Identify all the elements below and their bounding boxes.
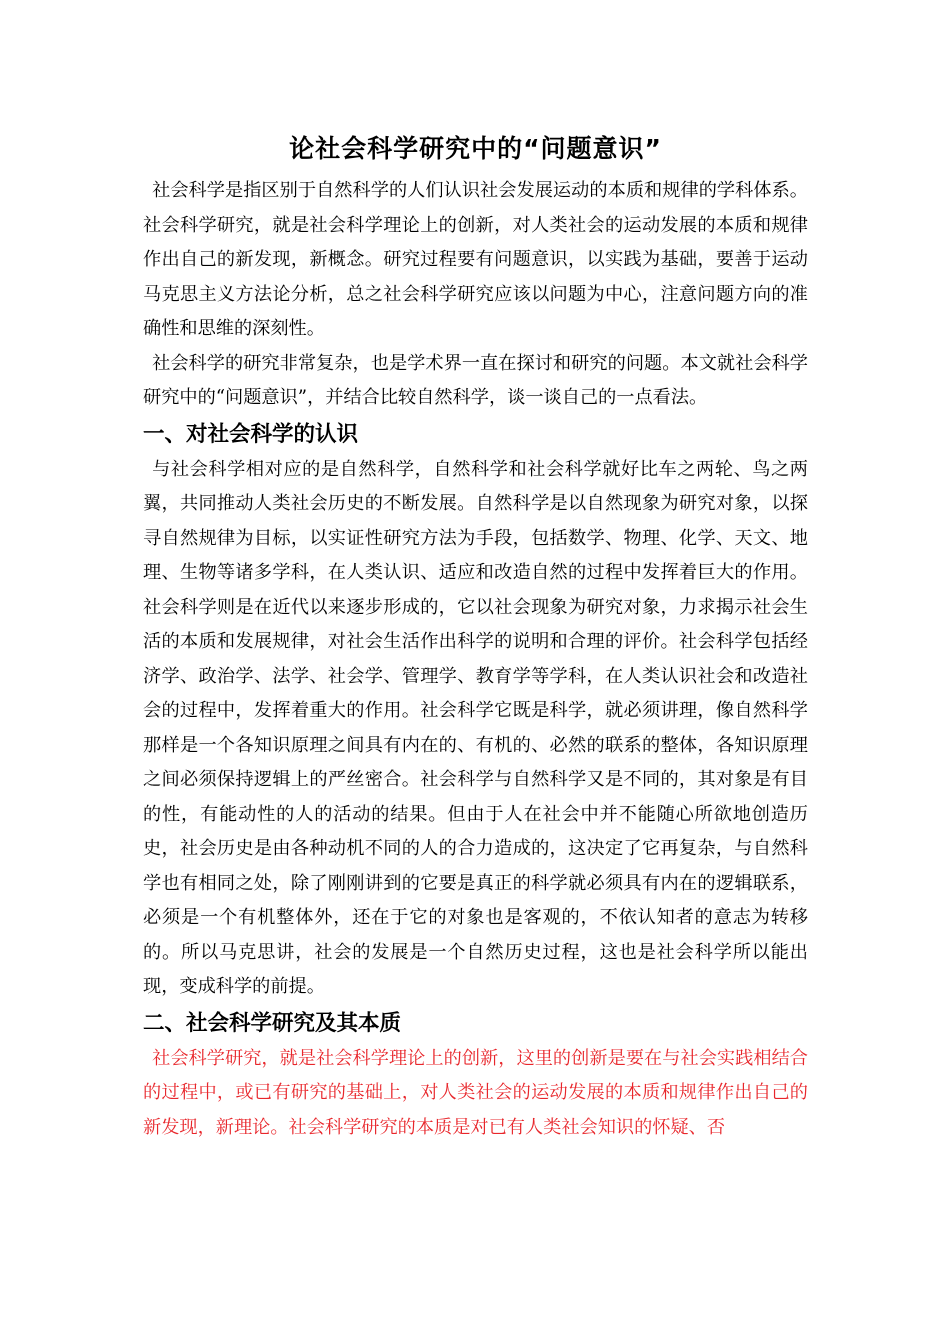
intro-paragraph-1: 社会科学是指区别于自然科学的人们认识社会发展运动的本质和规律的学科体系。社会科学研究，就是社会科学理论上的创新，对人类社会的运动发展的本质和规律作出自己的新发现，新概念。研究过程要有问题意识，以实践为基础，要善于运动马克思主义方法论分析，总之社会科学研究应该以问题为中心，注意问题方向的准确性和思维的深刻性。 bbox=[143, 180, 808, 339]
section-1-paragraph: 与社会科学相对应的是自然科学，自然科学和社会科学就好比车之两轮、鸟之两翼，共同推动人类社会历史的不断发展。自然科学是以自然现象为研究对象，以探寻自然规律为目标，以实证性研究方法为手段，包括数学、物理、化学、天文、地理、生物等诸多学科，在人类认识、适应和改造自然的过程中发挥着巨大的作用。社会科学则是在近代以来逐步形成的，它以社会现象为研究对象，力求揭示社会生活的本质和发展规律，对社会生活作出科学的说明和合理的评价。社会科学包括经济学、政治学、法学、社会学、管理学、教育学等学科，在人类认识社会和改造社会的过程中，发挥着重大的作用。社会科学它既是科学，就必须讲理，像自然科学那样是一个各知识原理之间具有内在的、有机的、必然的联系的整体，各知识原理之间必须保持逻辑上的严丝密合。社会科学与自然科学又是不同的，其对象是有目的性，有能动性的人的活动的结果。但由于人在社会中并不能随心所欲地创造历史，社会历史是由各种动机不同的人的合力造成的，这决定了它再复杂，与自然科学也有相同之处，除了刚刚讲到的它要是真正的科学就必须具有内在的逻辑联系，必须是一个有机整体外，还在于它的对象也是客观的，不依认知者的意志为转移的。所以马克思讲，社会的发展是一个自然历史过程，这也是社会科学所以能出现，变成科学的前提。 bbox=[143, 458, 808, 997]
document-title: 论社会科学研究中的“问题意识” bbox=[289, 134, 662, 163]
section-1-heading: 一、对社会科学的认识 bbox=[143, 421, 359, 447]
document-page bbox=[143, 128, 808, 1145]
section-2-heading: 二、社会科学研究及其本质 bbox=[143, 1010, 402, 1036]
intro-paragraph-2: 社会科学的研究非常复杂，也是学术界一直在探讨和研究的问题。本文就社会科学研究中的“问题意识”，并结合比较自然科学，谈一谈自己的一点看法。 bbox=[143, 352, 808, 408]
section-2-paragraph: 社会科学研究，就是社会科学理论上的创新，这里的创新是要在与社会实践相结合的过程中，或已有研究的基础上，对人类社会的运动发展的本质和规律作出自己的新发现，新理论。社会科学研究的本质是对已有人类社会知识的怀疑、否 bbox=[143, 1047, 808, 1138]
